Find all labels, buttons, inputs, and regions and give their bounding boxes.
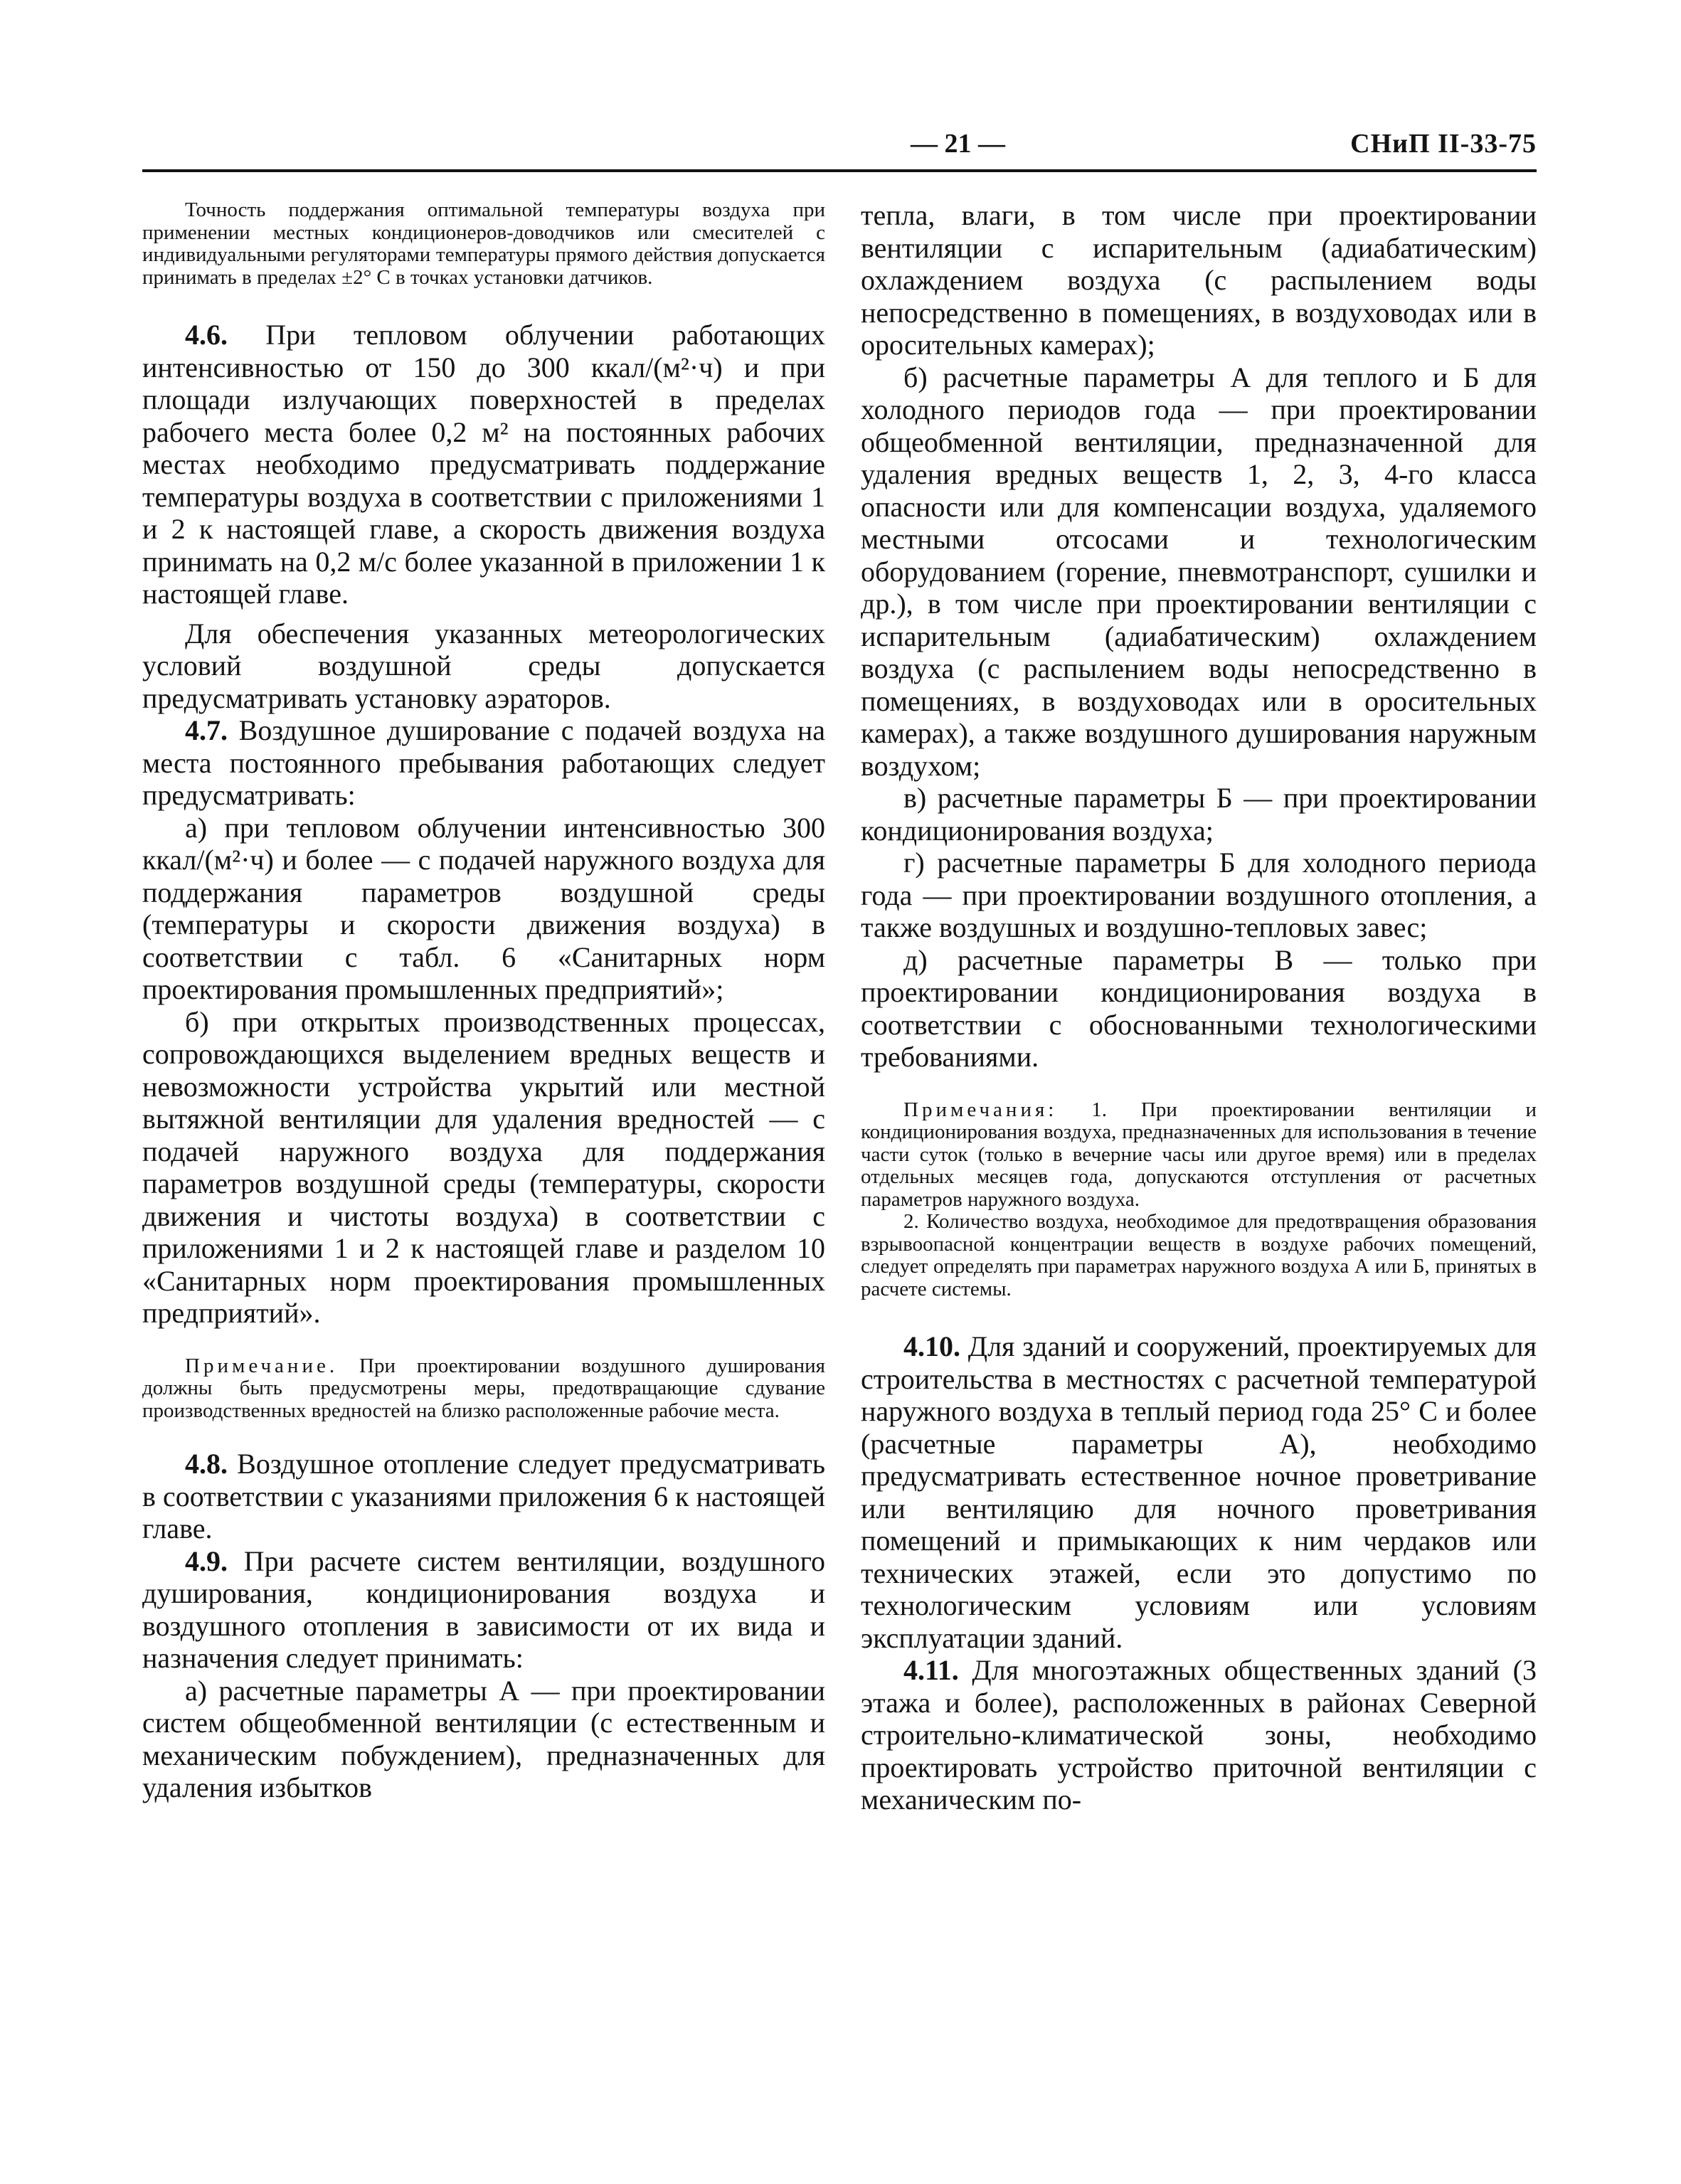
- notes-1: [861, 1099, 1537, 1212]
- clause-text: Воздушное душирование с подачей воздуха на места постоянного пребывания работающих следует предусматривать:: [142, 714, 825, 811]
- clause-4-10: [861, 1330, 1537, 1654]
- clause-4-9-item-c: в) расчетные параметры Б — при проектировании кондиционирования воздуха;: [861, 782, 1537, 847]
- clause-number: 4.7.: [185, 714, 228, 746]
- clause-number: 4.9.: [185, 1544, 228, 1577]
- header-rule: [142, 169, 1537, 172]
- note-1-text: 1. При проектировании вентиляции и кондиционирования воздуха, предназначенных для использования в течение части суток (только в вечерние часы или другое время) или в пределах отдельных месяцев года, допускаются отступления от расчетных параметров наружного воздуха.: [861, 1098, 1537, 1211]
- clause-4-9-item-a: а) расчетные параметры А — при проектировании систем общеобменной вентиляции (с естественным и механическим побуждением), предназначенных для удаления избытков: [142, 1674, 825, 1803]
- notes-2: 2. Количество воздуха, необходимое для предотвращения образования взрывоопасной концентрации веществ в воздухе рабочих помещений, следует определять при параметрах наружного воздуха А или Б, принятых в расчете системы.: [861, 1210, 1537, 1300]
- right-column: [861, 199, 1537, 1942]
- clause-4-8: [142, 1448, 825, 1545]
- clause-4-7: [142, 714, 825, 812]
- clause-4-6: [142, 319, 825, 610]
- clause-number: 4.11.: [903, 1654, 959, 1686]
- clause-text: При тепловом облучении работающих интенсивностью от 150 до 300 ккал/(м²·ч) и при площади излучающих поверхностей в пределах рабочего места более 0,2 м² на постоянных рабочих местах необходимо предусматривать поддержание температуры воздуха в соответствии с приложениями 1 и 2 к настоящей главе, а скорость движения воздуха принимать на 0,2 м/с более указанной в приложении 1 к настоящей главе.: [142, 319, 825, 610]
- intro-note: Точность поддержания оптимальной температуры воздуха при применении местных кондиционеров-доводчиков или смесителей с индивидуальными регуляторами температуры прямого действия допускается принимать в пределах ±2° С в точках установки датчиков.: [142, 199, 825, 289]
- document-code: СНиП II-33-75: [1350, 129, 1537, 159]
- note: [142, 1355, 825, 1423]
- clause-number: 4.8.: [185, 1448, 228, 1480]
- clause-4-11: [861, 1654, 1537, 1816]
- clause-4-6-paragraph: Для обеспечения указанных метеорологических условий воздушной среды допускается предусматривать установку аэраторов.: [142, 617, 825, 714]
- clause-4-9-item-a-continued: тепла, влаги, в том числе при проектировании вентиляции с испарительным (адиабатическим) охлаждением воздуха (с распылением воды непосредственно в помещениях, в воздуховодах или в оросительных камерах);: [861, 199, 1537, 361]
- clause-4-7-item-a: а) при тепловом облучении интенсивностью 300 ккал/(м²·ч) и более — с подачей наружного воздуха для поддержания параметров воздушной среды (температуры и скорости движения воздуха) в соответствии с табл. 6 «Санитарных норм проектирования промышленных предприятий»;: [142, 811, 825, 1005]
- clause-number: 4.6.: [185, 319, 228, 351]
- clause-4-9-item-b: б) расчетные параметры А для теплого и Б для холодного периодов года — при проектировании общеобменной вентиляции, предназначенной для удаления вредных веществ 1, 2, 3, 4-го класса опасности или для компенсации воздуха, удаляемого местными отсосами и технологическим оборудованием (горение, пневмотранспорт, сушилки и др.), в том числе при проектировании вентиляции с испарительным (адиабатическим) охлаждением воздуха (с распылением воды непосредственно в помещениях, в воздуховодах или в оросительных камерах), а также воздушного душирования наружным воздухом;: [861, 361, 1537, 782]
- note-label: Примечание.: [185, 1354, 339, 1377]
- clause-4-9-item-d: г) расчетные параметры Б для холодного периода года — при проектировании воздушного отопления, а также воздушных и воздушно-тепловых завес;: [861, 847, 1537, 943]
- page-number: — 21 —: [911, 129, 1005, 159]
- clause-number: 4.10.: [903, 1330, 960, 1362]
- clause-text: Для зданий и сооружений, проектируемых для строительства в местностях с расчетной температурой наружного воздуха в теплый период года 25° С и более (расчетные параметры А), необходимо предусматривать естественное ночное проветривание или вентиляцию для ночного проветривания помещений и примыкающих к ним чердаков или технических этажей, если это допустимо по технологическим условиям или условиям эксплуатации зданий.: [861, 1330, 1537, 1654]
- clause-text: При расчете систем вентиляции, воздушного душирования, кондиционирования воздуха и воздушного отопления в зависимости от их вида и назначения следует принимать:: [142, 1544, 825, 1674]
- clause-text: Для многоэтажных общественных зданий (3 этажа и более), расположенных в районах Северной строительно-климатической зоны, необходимо проектировать устройство приточной вентиляции с механическим по-: [861, 1654, 1537, 1815]
- clause-4-9-item-e: д) расчетные параметры В — только при проектировании кондиционирования воздуха в соответствии с обоснованными технологическими требованиями.: [861, 943, 1537, 1073]
- left-column: [142, 199, 825, 1942]
- page-header: [142, 128, 1537, 171]
- clause-4-9: [142, 1545, 825, 1675]
- clause-4-7-item-b: б) при открытых производственных процессах, сопровождающихся выделением вредных веществ и невозможности устройства укрытий или местной вытяжной вентиляции для удаления вредностей — с подачей наружного воздуха для поддержания параметров воздушной среды (температуры, скорости движения и чистоты воздуха) в соответствии с приложениями 1 и 2 к настоящей главе и разделом 10 «Санитарных норм проектирования промышленных предприятий».: [142, 1005, 825, 1329]
- notes-label: Примечания:: [903, 1098, 1058, 1121]
- clause-text: Воздушное отопление следует предусматривать в соответствии с указаниями приложения 6 к настоящей главе.: [142, 1448, 825, 1544]
- note-text: При проектировании воздушного душирования должны быть предусмотрены меры, предотвращающие сдувание производственных вредностей на близко расположенные рабочие места.: [142, 1354, 825, 1422]
